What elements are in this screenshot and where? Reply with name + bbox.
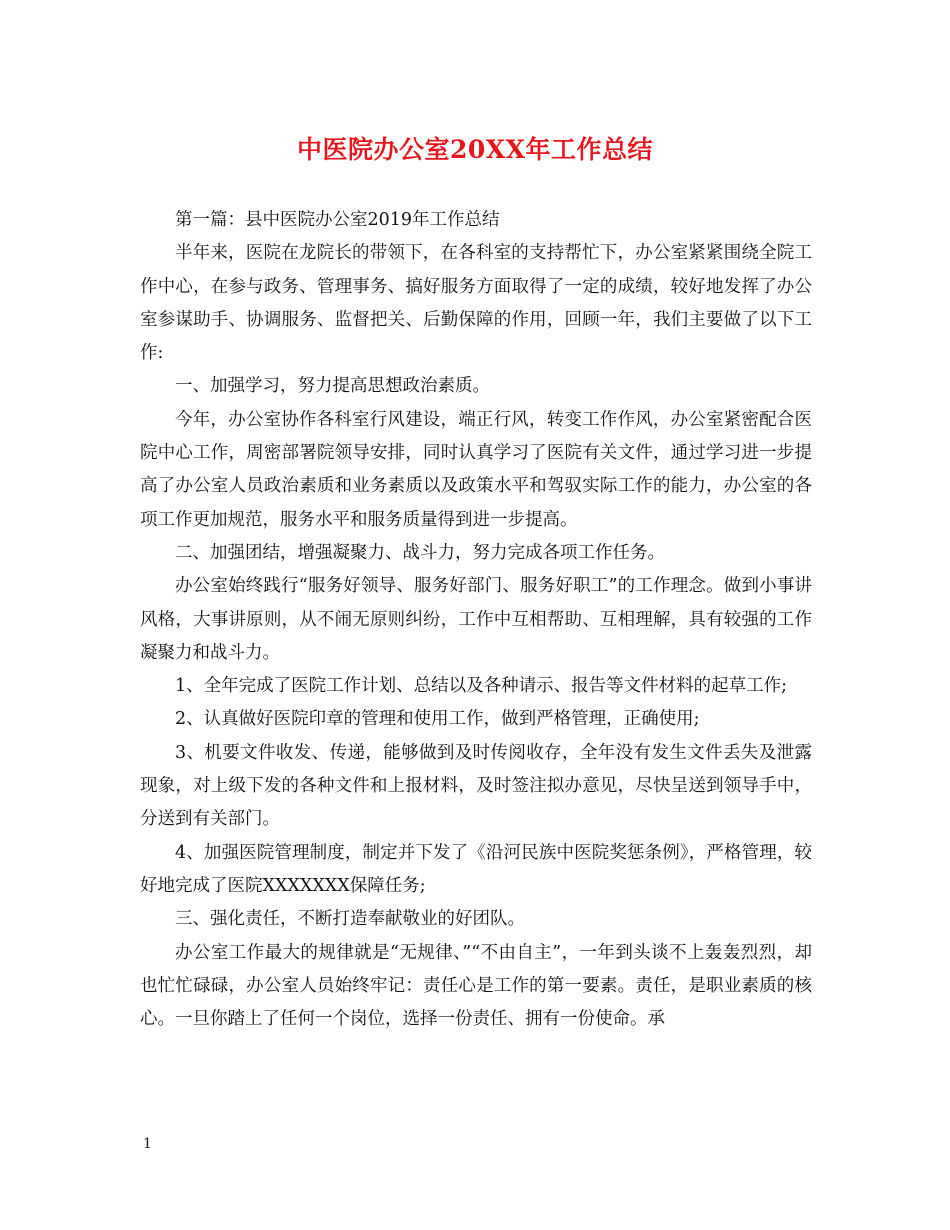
paragraph: 今年，办公室协作各科室行风建设，端正行风，转变工作作风，办公室紧密配合医院中心工作，周密部署院领导安排，同时认真学习了医院有关文件，通过学习进一步提高了办公室人员政治素质和业务素质以及政策水平和驾驭实际工作的能力，办公室的各项工作更加规范，服务水平和服务质量得到进一步提高。 (140, 409, 812, 530)
section-heading: 一、加强学习，努力提高思想政治素质。 (175, 376, 490, 397)
document-title: 中医院办公室20XX年工作总结 (296, 135, 654, 164)
section-heading: 二、加强团结，增强凝聚力、战斗力，努力完成各项工作任务。 (175, 542, 665, 563)
list-item: 4、加强医院管理制度，制定并下发了《沿河民族中医院奖惩条例》，严格管理，较好地完成了医院XXXXXXX保障任务; (140, 842, 812, 896)
paragraph: 办公室始终践行“服务好领导、服务好部门、服务好职工”的工作理念。做到小事讲风格，大事讲原则，从不闹无原则纠纷，工作中互相帮助、互相理解，具有较强的工作凝聚力和战斗力。 (140, 576, 812, 663)
page-number: 1 (143, 1136, 152, 1152)
paragraph: 半年来，医院在龙院长的带领下，在各科室的支持帮忙下，办公室紧紧围绕全院工作中心，在参与政务、管理事务、搞好服务方面取得了一定的成绩，较好地发挥了办公室参谋助手、协调服务、监督把关、后勤保障的作用，回顾一年，我们主要做了以下工作: (140, 243, 812, 364)
section-heading: 三、强化责任，不断打造奉献敬业的好团队。 (175, 909, 525, 930)
list-item: 1、全年完成了医院工作计划、总结以及各种请示、报告等文件材料的起草工作; (175, 676, 788, 697)
section-heading: 第一篇：县中医院办公室2019年工作总结 (175, 210, 500, 230)
document-body (140, 204, 812, 1036)
paragraph: 办公室工作最大的规律就是“无规律、”“不由自主”，一年到头谈不上轰轰烈烈，却也忙忙碌碌，办公室人员始终牢记：责任心是工作的第一要素。责任，是职业素质的核心。一旦你踏上了任何一个岗位，选择一份责任、拥有一份使命。承 (140, 942, 812, 1030)
list-item: 3、机要文件收发、传递，能够做到及时传阅收存，全年没有发生文件丢失及泄露现象，对上级下发的各种文件和上报材料，及时签注拟办意见，尽快呈送到领导手中，分送到有关部门。 (140, 742, 812, 830)
list-item: 2、认真做好医院印章的管理和使用工作，做到严格管理，正确使用; (175, 709, 700, 730)
